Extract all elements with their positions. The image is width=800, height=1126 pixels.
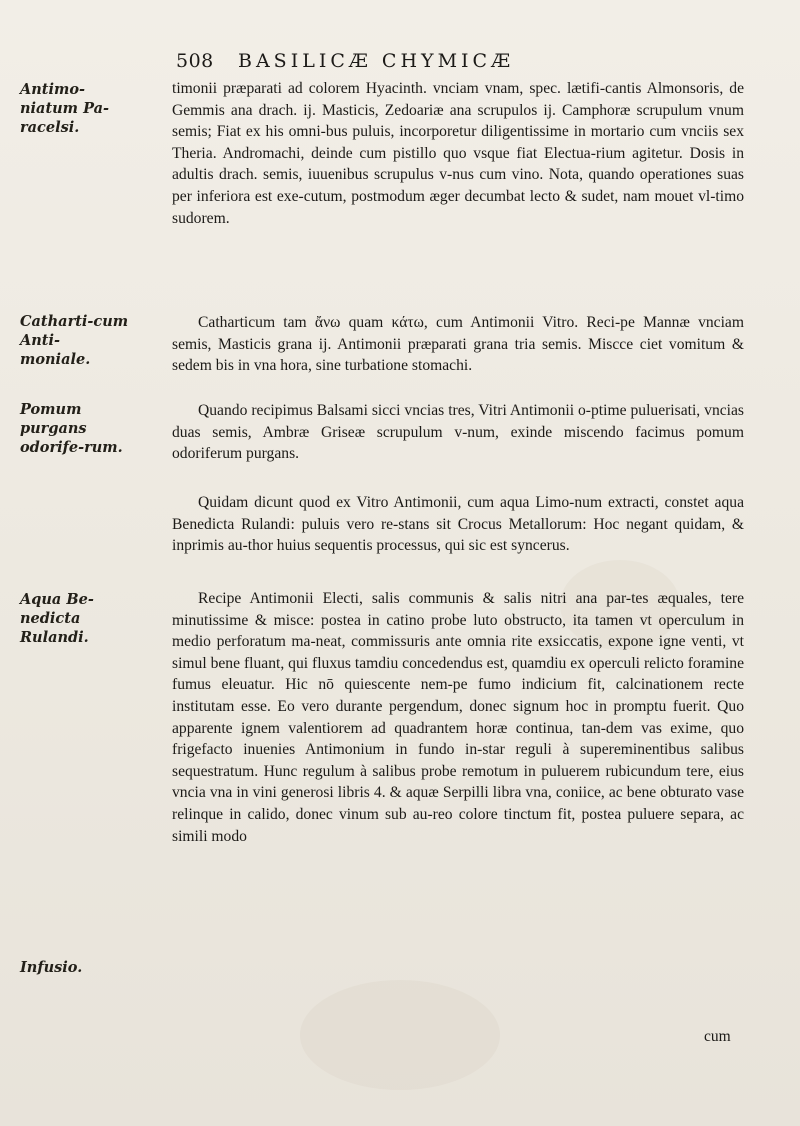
- page-number: 508: [176, 50, 214, 72]
- running-head: [176, 50, 736, 76]
- paper-stain: [300, 980, 500, 1090]
- paragraph-pomum: Quando recipimus Balsami sicci vncias tres, Vitri Antimonii o-ptime puluerisati, vncias duas semis, Ambræ Griseæ scrupulum v-num, exinde miscendo facimus pomum odoriferum purgans.: [172, 402, 744, 463]
- paragraph-block: [172, 588, 744, 847]
- paragraph-antimoniatum: timonii præparati ad colorem Hyacinth. vnciam vnam, spec. lætifi-cantis Almonsoris, de Gemmis ana drach. ij. Masticis, Zedoariæ ana scrupulos ij. Camphoræ scrupulum vnum semis; Fiat ex his omni-bus puluis, incorporetur diligentissime in mortario cum vnciis sex Theria. Andromachi, deinde cum pistillo quo vsque fiat Electua-rium agitetur. Dosis in adultis drach. semis, iuuenibus scrupulus v-nus cum vino. Nota, quando operationes suas per inferiora est exe-cutum, postmodum æger decumbat lecto & sudet, nam mouet vl-timo sudorem.: [172, 80, 744, 227]
- paragraph-block: [172, 492, 744, 557]
- paragraph-block: [172, 400, 744, 465]
- margin-note-catharticum: Catharti-cum Anti-moniale.: [20, 313, 129, 368]
- running-title: BASILICÆ CHYMICÆ: [238, 50, 515, 72]
- margin-note-infusio: Infusio.: [20, 959, 83, 976]
- paragraph-block: [172, 78, 744, 229]
- margin-note-pomum: Pomum purgans odorife-rum.: [20, 401, 123, 456]
- margin-note-antimoniatum: Antimo-niatum Pa-racelsi.: [20, 81, 110, 136]
- catchword: cum: [704, 1028, 731, 1045]
- margin-note-aqua-benedicta: Aqua Be-nedicta Rulandi.: [20, 591, 94, 646]
- paragraph-quidam: Quidam dicunt quod ex Vitro Antimonii, cum aqua Limo-num extracti, constet aqua Benedicta Rulandi: puluis vero re-stans sit Crocus Metallorum: Hoc negant quidam, & inprimis au-thor huius sequentis processus, qui sic est syncerus.: [172, 494, 744, 555]
- paragraph-recipe: Recipe Antimonii Electi, salis communis & salis nitri ana par-tes æquales, tere minutissime & misce: postea in catino probe luto obstructo, ita tamen vt operculum in medio perforatum ma-neat, commissuris ante omnia rite exsiccatis, expone igne venti, vt simul bene fluant, qui fluxus tamdiu concedendus est, quamdiu ex operculi relicto foramine fumus eleuatur. Hic nō quiescente nem-pe fumo indicium fit, calcinationem recte institutam esse. Eo vero durante pergendum, donec signum hoc in promptu fuerit. Quo apparente ignem valentiorem ad quadrantem horæ continua, tan-dem vas exime, quo frigefacto inuenies Antimonium in fundo in-star reguli à supereminentibus salibus sequestratum. Hunc regulum à salibus probe remotum in puluerem rubicundum tere, eius vncia vna in vini generosi libris 4. & aquæ Serpilli libra vna, coniice, ac bene obturato vase relinque in calido, donec vinum sub au-reo colore tinctum fit, postea puluere separa, ac simili modo: [172, 590, 744, 845]
- paragraph-catharticum: Catharticum tam ἄνω quam κάτω, cum Antimonii Vitro. Reci-pe Mannæ vnciam semis, Masticis grana ij. Antimonii præparati grana tria semis. Miscce ciet vomitum & sedem bis in vna hora, sine turbatione stomachi.: [172, 314, 744, 375]
- paragraph-block: [172, 312, 744, 377]
